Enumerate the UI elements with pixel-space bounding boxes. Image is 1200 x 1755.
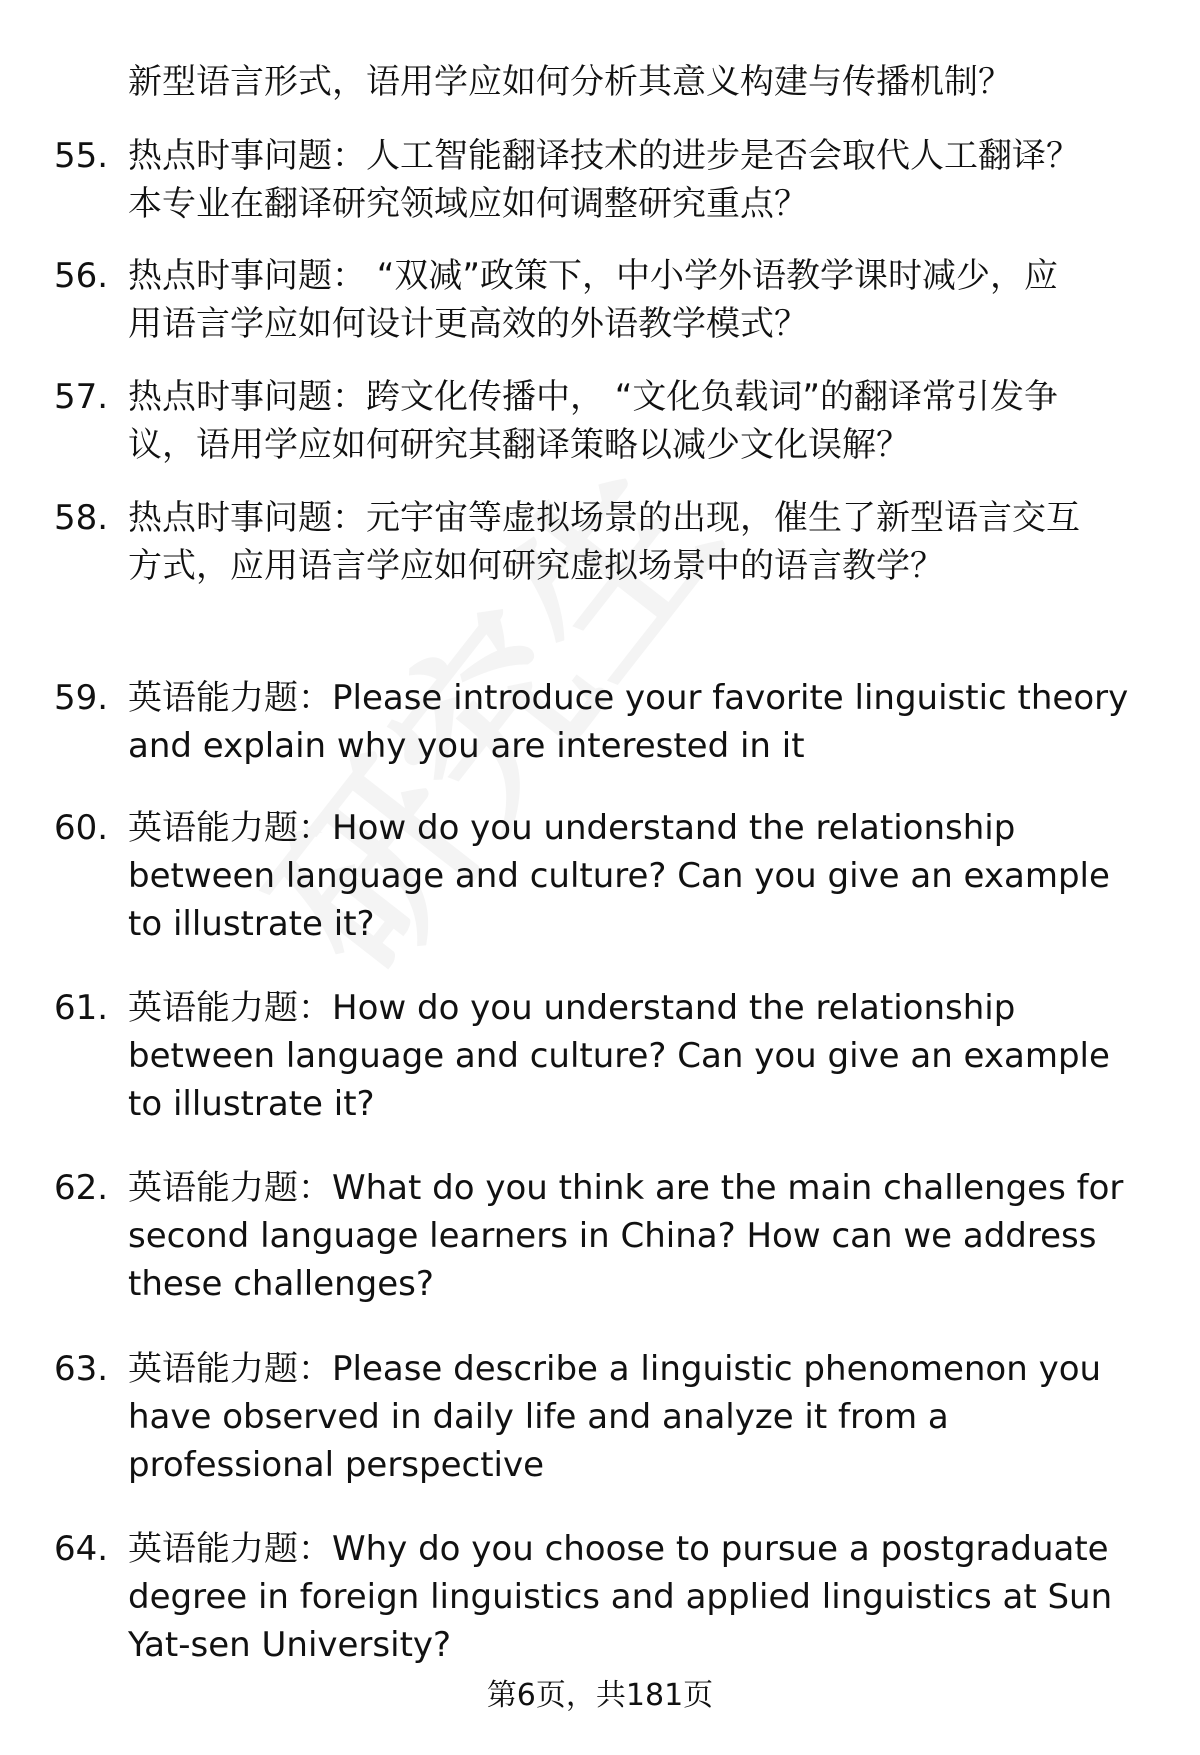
question-number: 64. bbox=[54, 1529, 109, 1569]
question-text: 英语能力题：Please introduce your favorite linguistic theory and explain why you are interested in it bbox=[128, 678, 1129, 766]
question-text: 热点时事问题：跨文化传播中， “文化负载词”的翻译常引发争 议，语用学应如何研究其翻译策略以减少文化误解？ bbox=[128, 377, 1059, 465]
question-number: 57. bbox=[54, 377, 109, 417]
question-number: 63. bbox=[54, 1349, 109, 1389]
question-text: 英语能力题：What do you think are the main challenges for second language learners in China? How can we address these challenges? bbox=[128, 1168, 1124, 1304]
question-number: 58. bbox=[54, 498, 109, 538]
question-text: 热点时事问题： “双减”政策下，中小学外语教学课时减少，应 用语言学应如何设计更高效的外语教学模式？ bbox=[128, 256, 1059, 344]
page-footer: 第6页，共181页 bbox=[486, 1678, 714, 1713]
question-text: 热点时事问题：人工智能翻译技术的进步是否会取代人工翻译？ 本专业在翻译研究领域应如何调整研究重点？ bbox=[128, 136, 1080, 224]
question-text: 英语能力题：Why do you choose to pursue a postgraduate degree in foreign linguistics and applied linguistics at Sun Yat-sen University? bbox=[128, 1529, 1113, 1665]
question-number: 62. bbox=[54, 1168, 109, 1208]
question-number: 60. bbox=[54, 808, 109, 848]
continuation-text: 新型语言形式，语用学应如何分析其意义构建与传播机制？ bbox=[128, 62, 1012, 102]
question-text: 英语能力题：Please describe a linguistic phenomenon you have observed in daily life and analyze it from a professional perspective bbox=[128, 1349, 1102, 1485]
question-text: 英语能力题：How do you understand the relationship between language and culture? Can you give an example to illustrate it? bbox=[128, 988, 1110, 1124]
question-text: 热点时事问题：元宇宙等虚拟场景的出现，催生了新型语言交互 方式，应用语言学应如何研究虚拟场景中的语言教学？ bbox=[128, 498, 1080, 586]
question-number: 56. bbox=[54, 256, 109, 296]
question-number: 55. bbox=[54, 136, 109, 176]
question-number: 61. bbox=[54, 988, 109, 1028]
question-text: 英语能力题：How do you understand the relationship between language and culture? Can you give an example to illustrate it? bbox=[128, 808, 1110, 944]
question-number: 59. bbox=[54, 678, 109, 718]
